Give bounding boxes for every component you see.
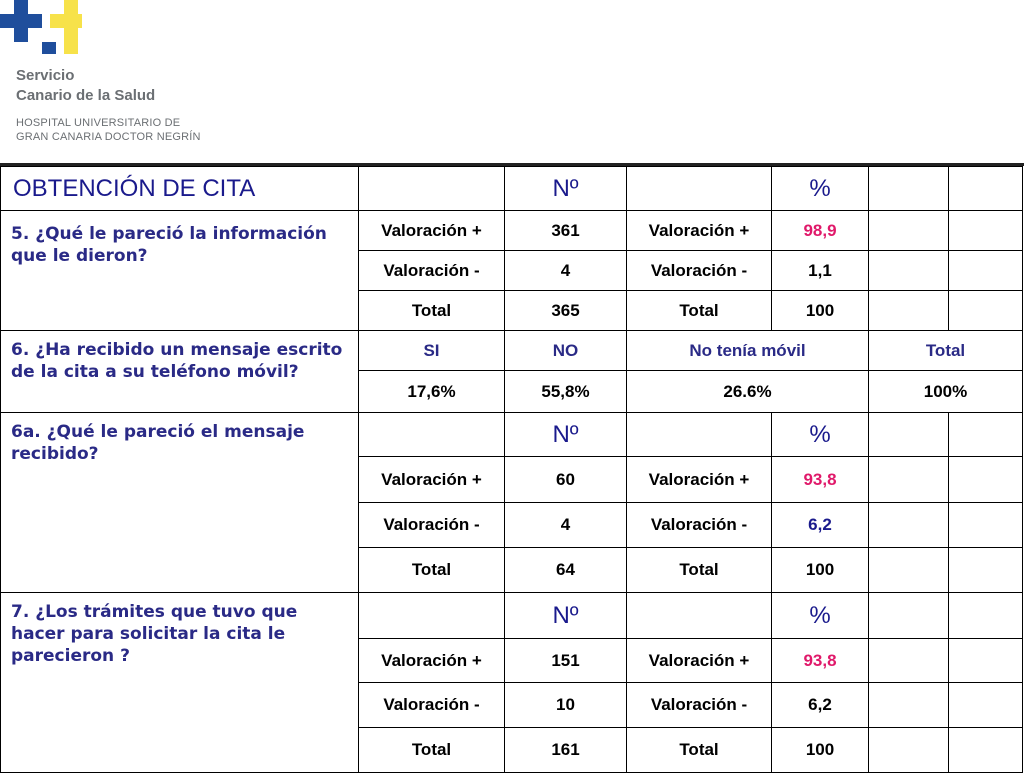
header-empty-cell <box>359 167 505 211</box>
empty-cell <box>359 593 505 639</box>
total-label: Total <box>359 728 505 773</box>
empty-cell <box>949 728 1023 773</box>
empty-cell <box>869 211 949 251</box>
question-6a: 6a. ¿Qué le pareció el mensaje recibido? <box>1 413 359 593</box>
empty-cell <box>869 251 949 291</box>
rating-label: Valoración + <box>359 639 505 683</box>
empty-cell <box>949 548 1023 593</box>
empty-cell <box>949 593 1023 639</box>
header-n: Nº <box>505 413 627 457</box>
rating-label: Valoración + <box>627 211 772 251</box>
table-row <box>1 413 1023 457</box>
percent-value: 100% <box>869 371 1023 413</box>
header-empty-cell <box>869 167 949 211</box>
total-label: Total <box>627 728 772 773</box>
header-pct: % <box>772 167 869 211</box>
rating-label: Valoración + <box>359 457 505 503</box>
table-header-row <box>1 167 1023 211</box>
question-6: 6. ¿Ha recibido un mensaje escrito de la cita a su teléfono móvil? <box>1 331 359 413</box>
header-empty-cell <box>627 167 772 211</box>
org-line-1: Servicio <box>16 67 75 84</box>
percent-value: 100 <box>772 728 869 773</box>
empty-cell <box>627 593 772 639</box>
option-no-movil: No tenía móvil <box>627 331 869 371</box>
header-empty-cell <box>949 167 1023 211</box>
empty-cell <box>949 413 1023 457</box>
empty-cell <box>949 683 1023 728</box>
header-n: Nº <box>505 593 627 639</box>
header-pct: % <box>772 413 869 457</box>
empty-cell <box>869 413 949 457</box>
rating-label: Valoración - <box>627 503 772 548</box>
empty-cell <box>869 291 949 331</box>
empty-cell <box>869 548 949 593</box>
org-line-2: Canario de la Salud <box>16 87 156 104</box>
empty-cell <box>949 457 1023 503</box>
empty-cell <box>949 503 1023 548</box>
percent-value: 93,8 <box>772 639 869 683</box>
empty-cell <box>869 503 949 548</box>
empty-cell <box>949 291 1023 331</box>
table-row <box>1 211 1023 251</box>
question-5: 5. ¿Qué le pareció la información que le dieron? <box>1 211 359 331</box>
empty-cell <box>869 728 949 773</box>
percent-value: 6,2 <box>772 503 869 548</box>
percent-value: 26.6% <box>627 371 869 413</box>
percent-value: 100 <box>772 291 869 331</box>
rating-label: Valoración + <box>627 457 772 503</box>
empty-cell <box>869 683 949 728</box>
count-value: 64 <box>505 548 627 593</box>
count-value: 60 <box>505 457 627 503</box>
count-value: 361 <box>505 211 627 251</box>
organization-name <box>16 66 201 144</box>
option-no: NO <box>505 331 627 371</box>
count-value: 4 <box>505 251 627 291</box>
header-n: Nº <box>505 167 627 211</box>
total-label: Total <box>359 291 505 331</box>
rating-label: Valoración + <box>359 211 505 251</box>
rating-label: Valoración - <box>359 683 505 728</box>
count-value: 365 <box>505 291 627 331</box>
total-label: Total <box>359 548 505 593</box>
percent-value: 55,8% <box>505 371 627 413</box>
total-label: Total <box>627 291 772 331</box>
empty-cell <box>869 593 949 639</box>
percent-value: 100 <box>772 548 869 593</box>
empty-cell <box>949 251 1023 291</box>
rating-label: Valoración - <box>359 251 505 291</box>
header-pct: % <box>772 593 869 639</box>
option-si: SI <box>359 331 505 371</box>
empty-cell <box>949 211 1023 251</box>
percent-value: 93,8 <box>772 457 869 503</box>
hospital-line-2: GRAN CANARIA DOCTOR NEGRÍN <box>16 131 201 143</box>
table-row <box>1 331 1023 371</box>
table-title: OBTENCIÓN DE CITA <box>1 167 359 211</box>
percent-value: 1,1 <box>772 251 869 291</box>
empty-cell <box>869 639 949 683</box>
empty-cell <box>949 639 1023 683</box>
table-row <box>1 593 1023 639</box>
scs-logo <box>0 0 90 60</box>
total-label: Total <box>627 548 772 593</box>
rating-label: Valoración + <box>627 639 772 683</box>
count-value: 4 <box>505 503 627 548</box>
empty-cell <box>627 413 772 457</box>
survey-table <box>0 166 1023 773</box>
empty-cell <box>869 457 949 503</box>
percent-value: 6,2 <box>772 683 869 728</box>
empty-cell <box>359 413 505 457</box>
rating-label: Valoración - <box>359 503 505 548</box>
rating-label: Valoración - <box>627 251 772 291</box>
percent-value: 17,6% <box>359 371 505 413</box>
rating-label: Valoración - <box>627 683 772 728</box>
count-value: 10 <box>505 683 627 728</box>
percent-value: 98,9 <box>772 211 869 251</box>
question-7: 7. ¿Los trámites que tuvo que hacer para solicitar la cita le parecieron ? <box>1 593 359 773</box>
option-total: Total <box>869 331 1023 371</box>
count-value: 151 <box>505 639 627 683</box>
hospital-line-1: HOSPITAL UNIVERSITARIO DE <box>16 117 181 129</box>
count-value: 161 <box>505 728 627 773</box>
